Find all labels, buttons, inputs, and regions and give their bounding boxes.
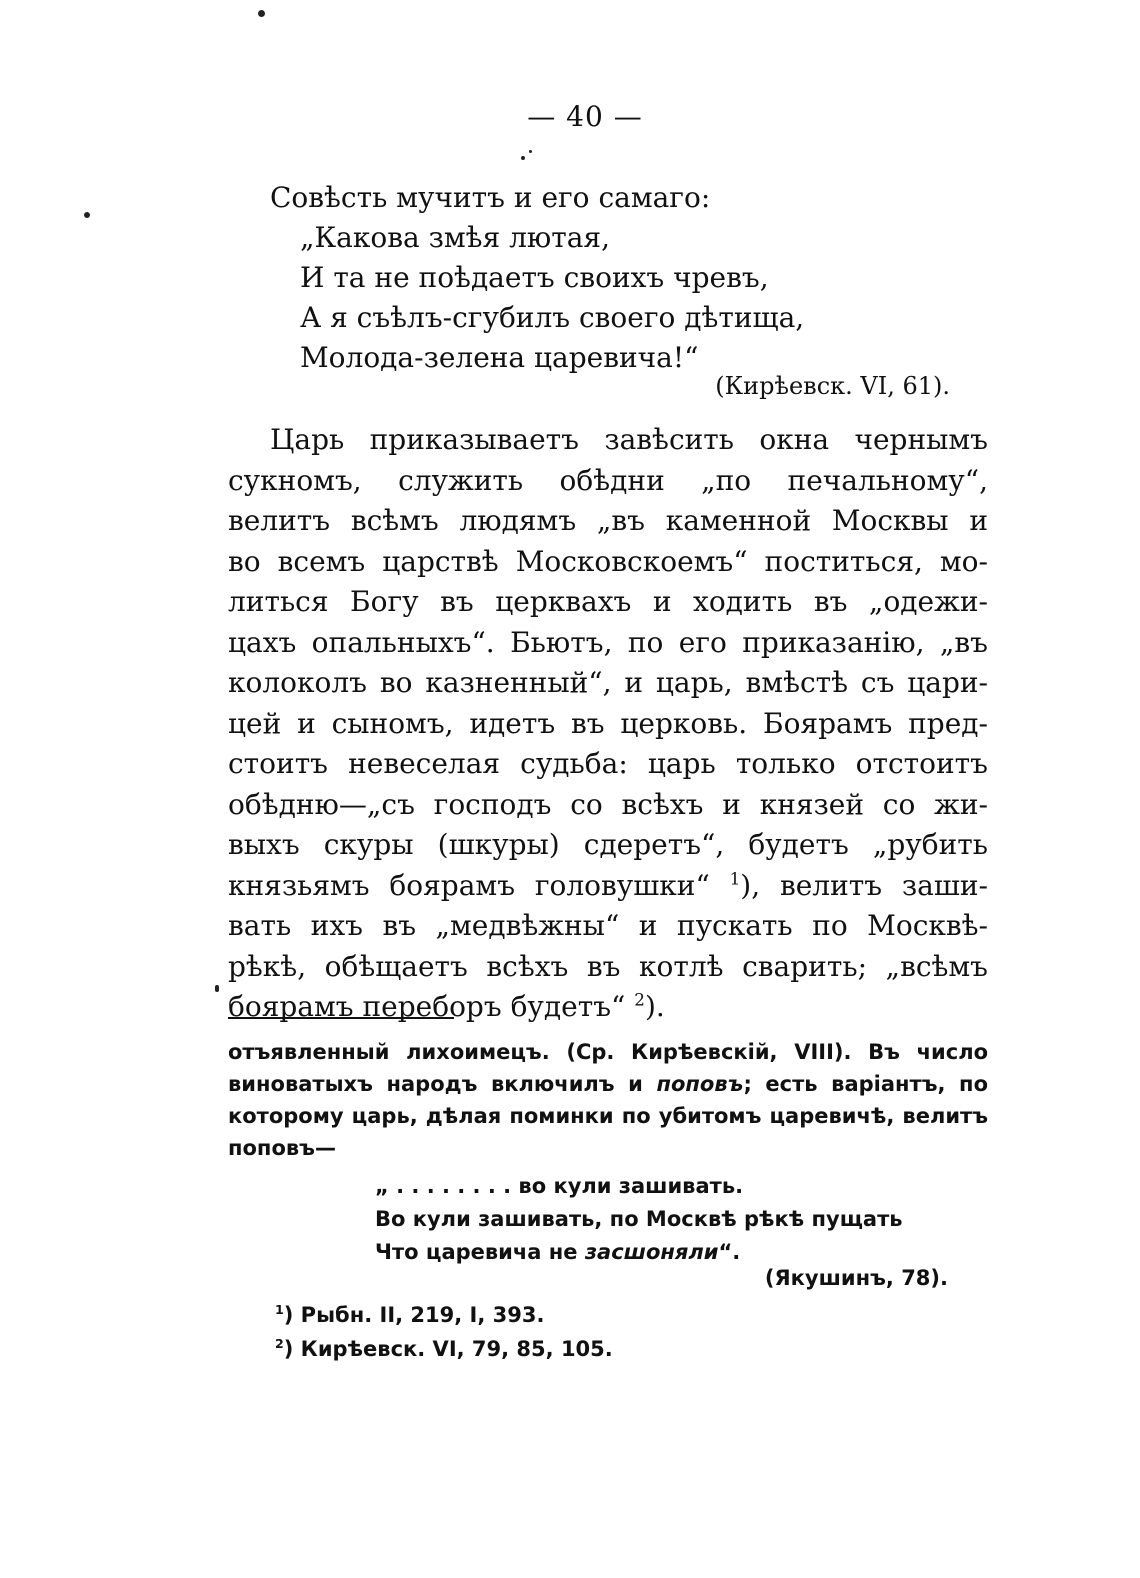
footnote-marker: 2: [275, 1336, 284, 1351]
footnote-1: [275, 1298, 613, 1332]
footnotes-list: [275, 1298, 613, 1366]
footnote-line: которому царь, дѣлая поминки по убитомъ царевичѣ, велитъ: [228, 1104, 988, 1128]
scan-speck: [521, 156, 525, 160]
paragraph-line: Царь приказываетъ завѣсить окна чернымъ: [270, 423, 988, 456]
footnote-continuation: [228, 1036, 988, 1164]
main-paragraph: [228, 420, 988, 1028]
page-number: — 40 —: [527, 100, 643, 133]
paragraph-line: рѣкѣ, обѣщаетъ всѣхъ въ котлѣ сварить; „всѣмъ: [228, 949, 988, 983]
footnote-line: поповъ—: [228, 1136, 336, 1160]
paragraph-line: сукномъ, служить обѣдни „по печальному“,: [228, 463, 988, 497]
footnote-ref[interactable]: 1: [729, 868, 741, 889]
paragraph-line: велитъ всѣмъ людямъ „въ каменной Москвы и: [228, 504, 988, 537]
footnote-verse-line: „ . . . . . . . . во кули зашивать.: [375, 1174, 744, 1198]
paragraph-line: колоколъ во казненный“, и царь, вмѣстѣ съ цари-: [228, 666, 988, 699]
paragraph-line: цахъ опальныхъ“. Бьютъ, по его приказанію, „въ: [228, 625, 988, 659]
verse-line: Молода-зелена царевича!“: [300, 341, 699, 374]
line-text: боярамъ переборъ будетъ“: [228, 990, 626, 1023]
italic-word: поповъ: [656, 1072, 744, 1096]
paragraph-line: вать ихъ въ „медвѣжны“ и пускать по Москвѣ-: [228, 909, 988, 942]
line-text: князьямъ боярамъ головушки“: [228, 868, 710, 902]
verse-block: [270, 178, 804, 378]
paragraph-line: [228, 987, 988, 1028]
scan-speck: [215, 985, 219, 992]
line-text: ; есть варіантъ, по: [743, 1072, 988, 1096]
italic-word: засшоняли: [584, 1240, 719, 1264]
footnote-verse: [375, 1170, 903, 1269]
paragraph-line: цей и сыномъ, идетъ въ церковь. Боярамъ пред-: [228, 706, 988, 740]
footnote-2: [275, 1332, 613, 1366]
footnote-separator: [228, 1017, 454, 1019]
paragraph-line: выхъ скуры (шкуры) сдеретъ“, будетъ „рубить: [228, 828, 988, 861]
scan-speck: [84, 212, 90, 218]
line-text: виноватыхъ народъ включилъ и: [228, 1072, 643, 1096]
verse-line: А я съѣлъ-сгубилъ своего дѣтища,: [300, 301, 805, 334]
footnote-line: отъявленный лихоимецъ. (Ср. Кирѣевскій, VIII). Въ число: [228, 1040, 988, 1064]
paragraph-line: обѣдню—„съ господъ со всѣхъ и князей со жи-: [228, 787, 988, 821]
footnote-text: ) Кирѣевск. VI, 79, 85, 105.: [283, 1337, 613, 1361]
paragraph-line: литься Богу въ церквахъ и ходить въ „одежи-: [228, 585, 988, 618]
paragraph-line: [228, 866, 988, 907]
line-text: Что царевича не: [375, 1240, 578, 1264]
verse-line: И та не поѣдаетъ своихъ чревъ,: [300, 261, 769, 294]
footnote-marker: 1: [275, 1302, 284, 1317]
verse-line: „Какова змѣя лютая,: [300, 221, 610, 254]
paragraph-line: стоитъ невеселая судьба: царь только отстоитъ: [228, 747, 988, 780]
line-text: ).: [644, 990, 665, 1023]
footnote-ref[interactable]: 2: [634, 989, 645, 1010]
footnote-verse-line: [375, 1236, 903, 1269]
line-text: “.: [718, 1240, 741, 1264]
footnote-text: ) Рыбн. II, 219, I, 393.: [283, 1303, 545, 1327]
verse-line: Совѣсть мучитъ и его самаго:: [270, 181, 711, 214]
line-text: ), велитъ заши-: [740, 868, 988, 902]
footnote-citation: (Якушинъ, 78).: [764, 1266, 948, 1290]
scan-speck: [258, 10, 265, 17]
footnote-line: [228, 1068, 988, 1100]
verse-citation: (Кирѣевск. VI, 61).: [715, 372, 950, 400]
footnote-verse-line: Во кули зашивать, по Москвѣ рѣкѣ пущать: [375, 1207, 903, 1231]
scan-speck: [529, 150, 532, 153]
paragraph-line: во всемъ царствѣ Московскоемъ“ поститься, мо-: [228, 544, 988, 578]
